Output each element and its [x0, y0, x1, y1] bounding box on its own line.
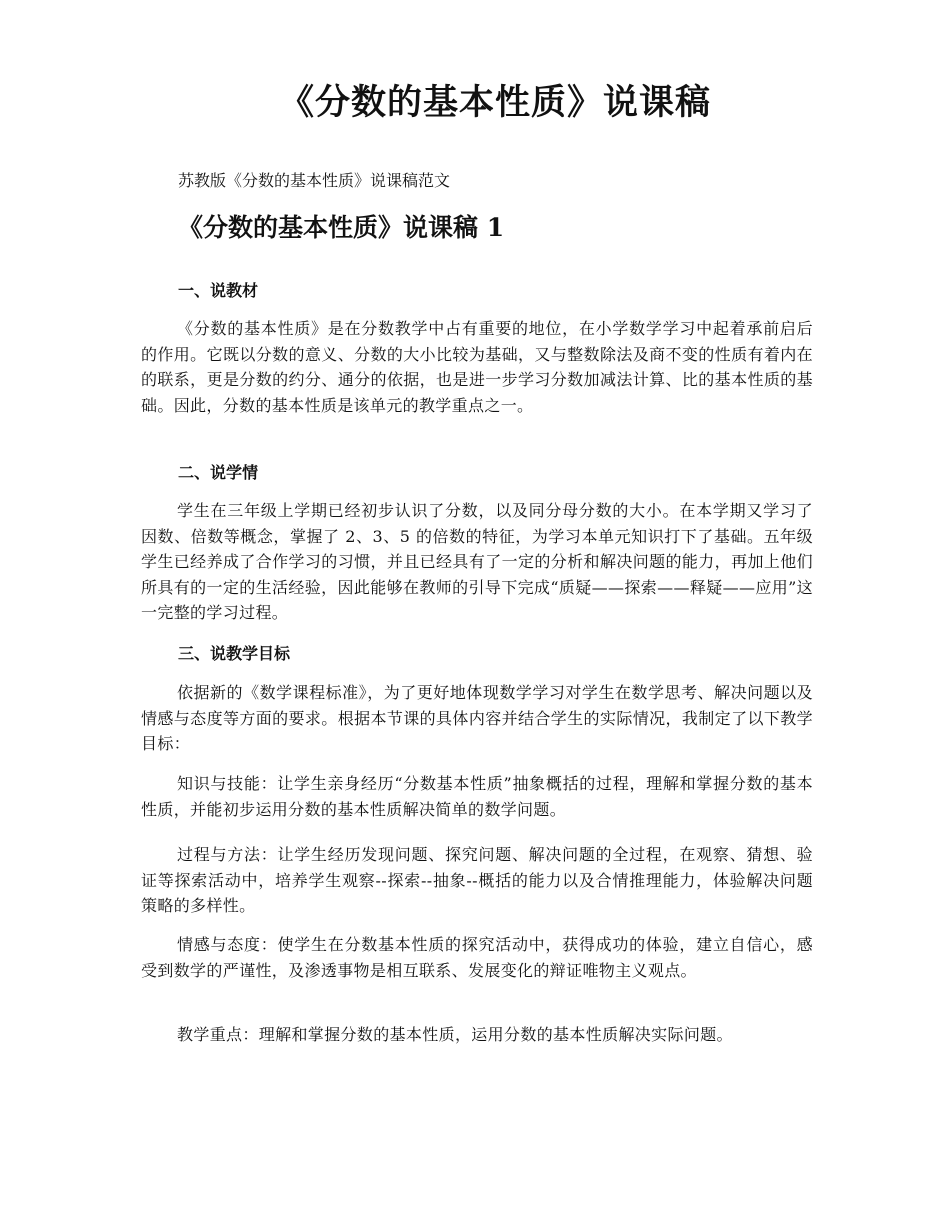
document-subtitle: 苏教版《分数的基本性质》说课稿范文 [178, 171, 451, 190]
heading-student-situation: 二、说学情 [178, 463, 259, 482]
paragraph-process-methods: 过程与方法：让学生经历发现问题、探究问题、解决问题的全过程，在观察、猜想、验证等探索活动中，培养学生观察--探索--抽象--概括的能力以及合情推理能力，体验解决问题策略的多样性。 [141, 845, 813, 915]
paragraph-emotion-attitude: 情感与态度：使学生在分数基本性质的探究活动中，获得成功的体验，建立自信心，感受到数学的严谨性，及渗透事物是相互联系、发展变化的辩证唯物主义观点。 [141, 935, 813, 980]
paragraph-teaching-focus: 教学重点：理解和掌握分数的基本性质，运用分数的基本性质解决实际问题。 [177, 1025, 733, 1044]
paragraph-knowledge-skills: 知识与技能：让学生亲身经历“分数基本性质”抽象概括的过程，理解和掌握分数的基本性质，并能初步运用分数的基本性质解决简单的数学问题。 [141, 774, 813, 819]
paragraph-student-situation: 学生在三年级上学期已经初步认识了分数，以及同分母分数的大小。在本学期又学习了因数、倍数等概念，掌握了 2、3、5 的倍数的特征，为学习本单元知识打下了基础。五年级学生已经养成了合作学习的习惯，并且已经具有了一定的分析和解决问题的能力，再加上他们所具有的一定的生活经验，因此能够在教师的引导下完成“质疑——探索——释疑——应用”这一完整的学习过程。 [141, 501, 813, 622]
heading-teaching-objectives: 三、说教学目标 [178, 644, 291, 663]
paragraph-teaching-material: 《分数的基本性质》是在分数教学中占有重要的地位，在小学数学学习中起着承前启后的作用。它既以分数的意义、分数的大小比较为基础，又与整数除法及商不变的性质有着内在的联系，更是分数的约分、通分的依据，也是进一步学习分数加减法计算、比的基本性质的基础。因此，分数的基本性质是该单元的教学重点之一。 [141, 319, 813, 415]
heading-teaching-material: 一、说教材 [178, 281, 259, 300]
section-title: 《分数的基本性质》说课稿 1 [178, 213, 505, 242]
page-title: 《分数的基本性质》说课稿 [278, 82, 711, 123]
paragraph-objectives-intro: 依据新的《数学课程标准》，为了更好地体现数学学习对学生在数学思考、解决问题以及情感与态度等方面的要求。根据本节课的具体内容并结合学生的实际情况，我制定了以下教学目标： [141, 683, 813, 753]
